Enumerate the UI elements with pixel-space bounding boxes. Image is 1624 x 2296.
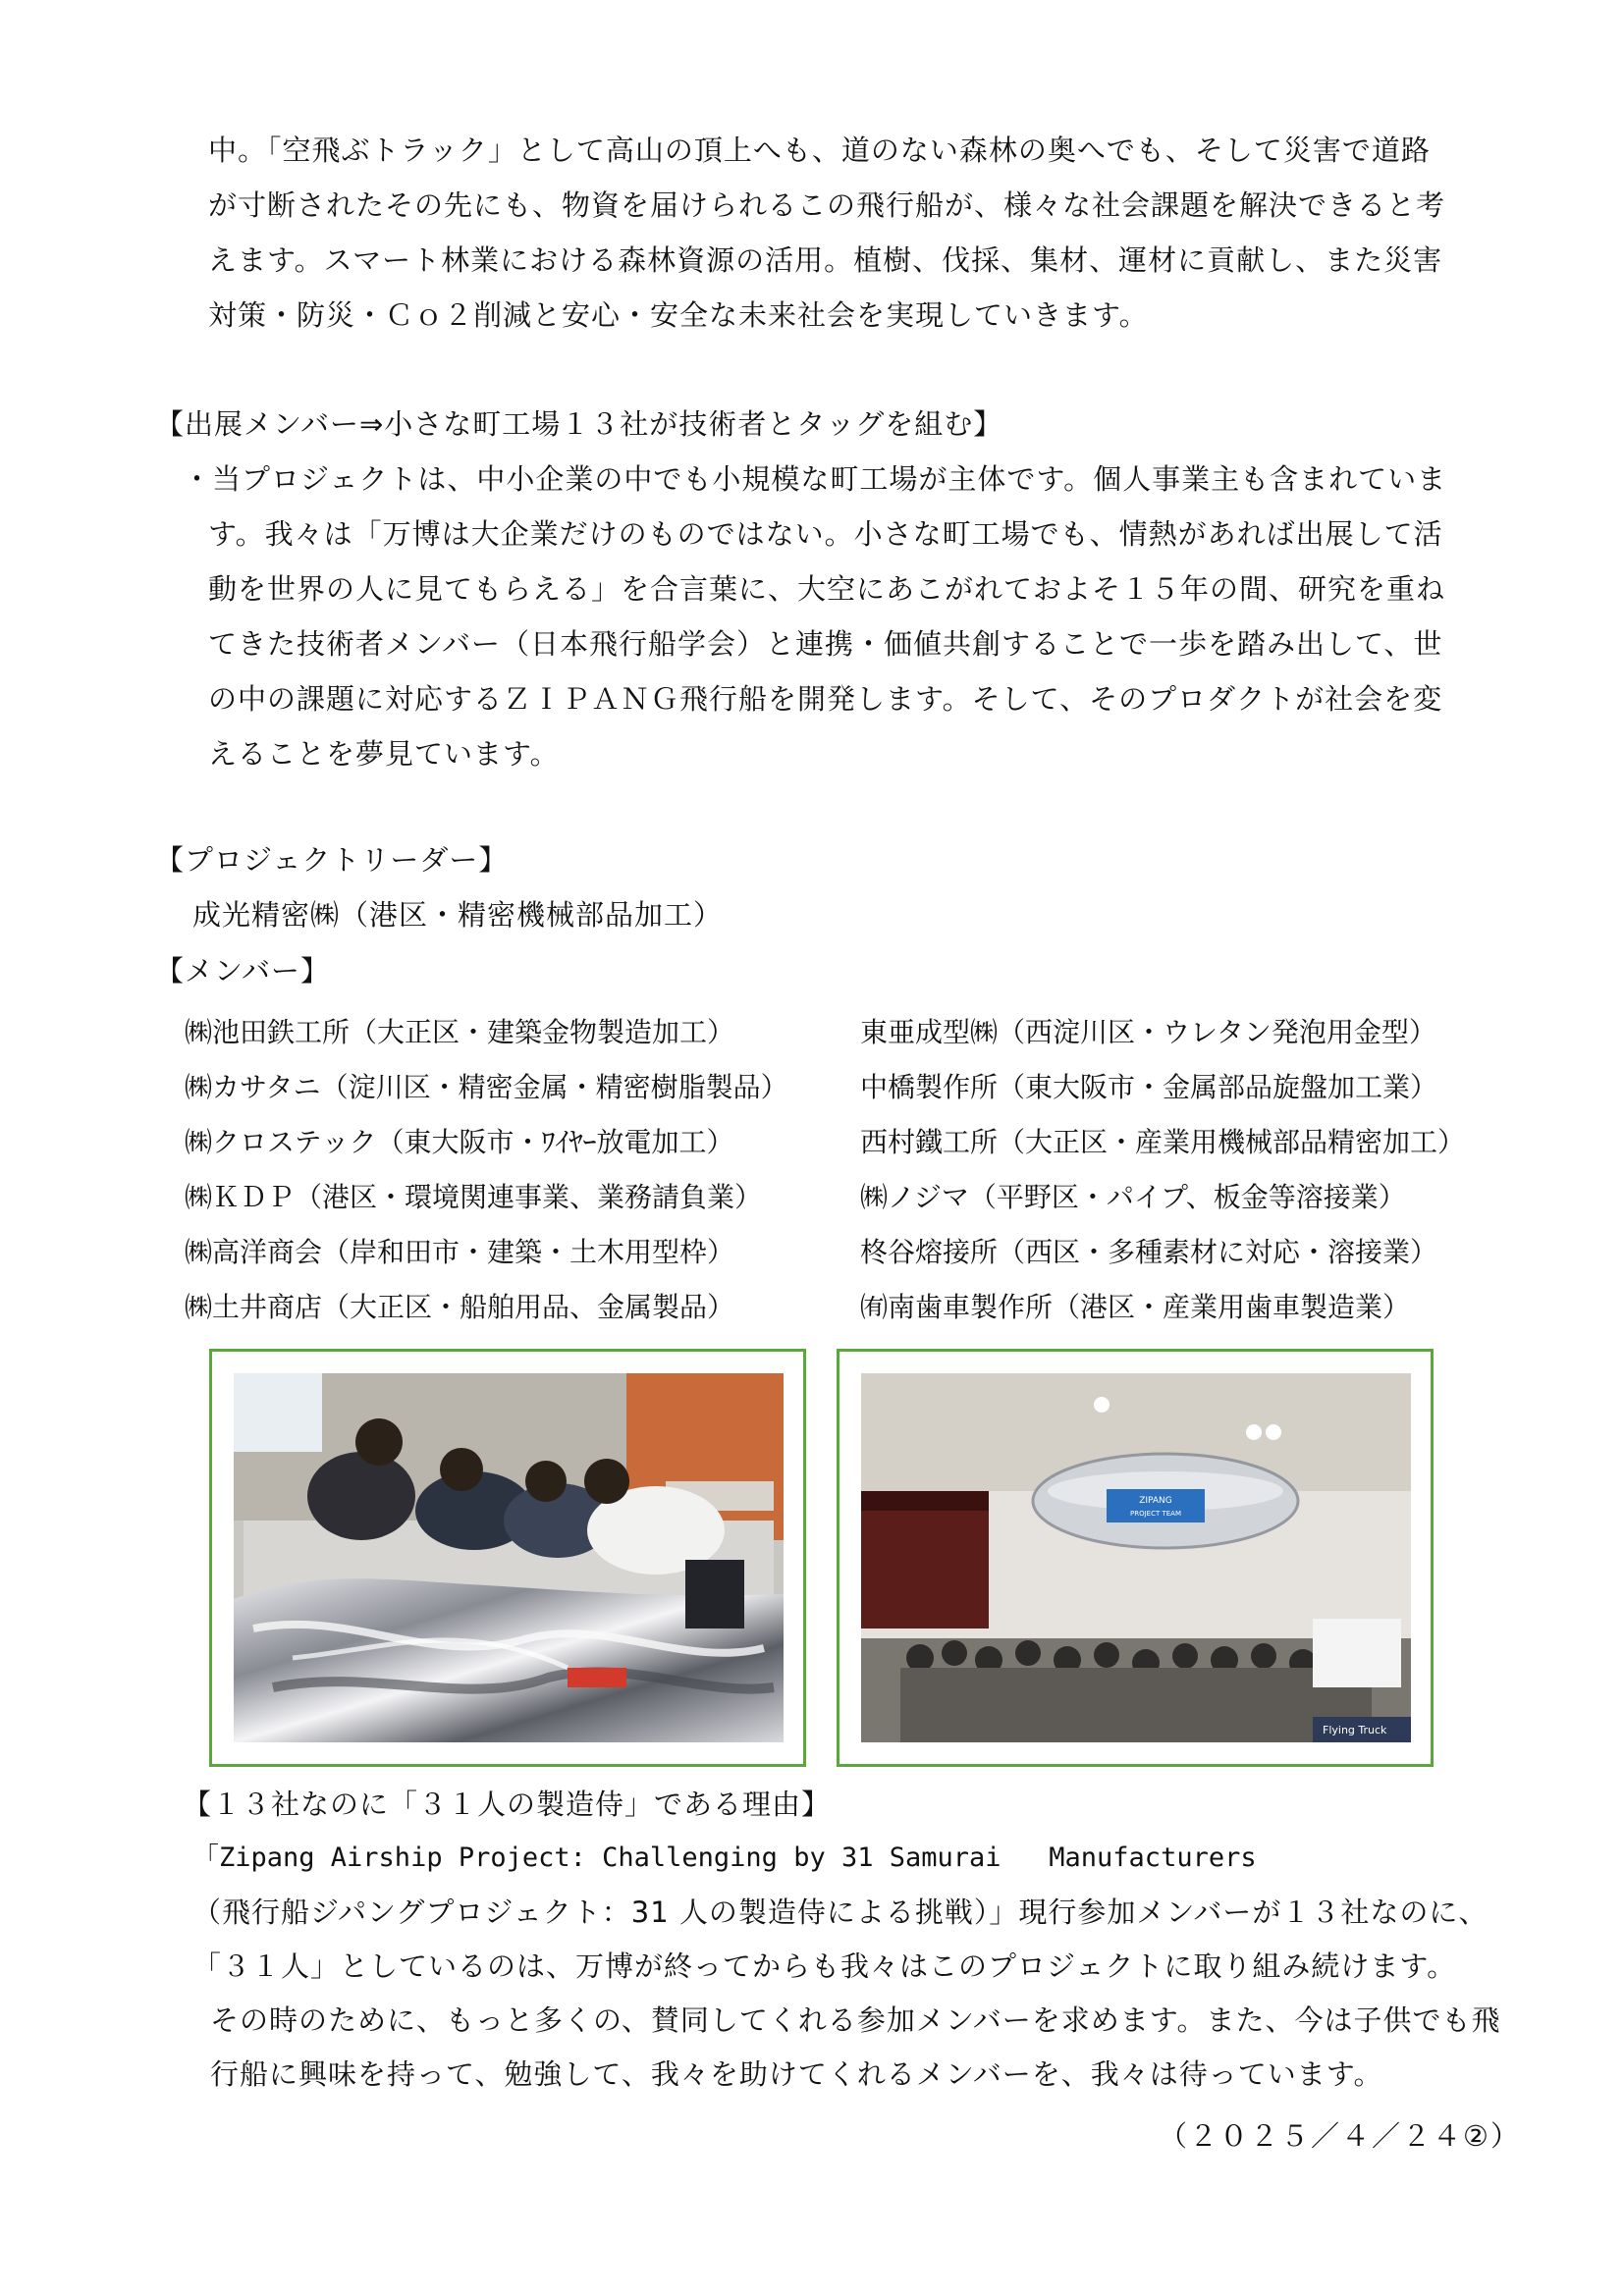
member-item: ㈱クロステック（東大阪市・ﾜｲﾔｰ放電加工）: [185, 1126, 734, 1158]
member-item: ㈲南歯車製作所（港区・産業用歯車製造業）: [860, 1291, 1411, 1323]
photo-frame-right: [837, 1349, 1434, 1767]
reason-paragraph: [192, 1886, 1501, 2102]
member-item: ㈱ノジマ（平野区・パイプ、板金等溶接業）: [860, 1181, 1406, 1213]
photo-hall-illustration: [861, 1373, 1411, 1742]
reason-english-title: 「Zipang Airship Project: Challenging by 31 Samurai Manufacturers: [192, 1842, 1257, 1873]
member-item: ㈱カサタニ（淀川区・精密金属・精密樹脂製品）: [185, 1071, 788, 1103]
document-date: （２０２５／４／２４②）: [1159, 2119, 1521, 2153]
member-list-right: [860, 1005, 1465, 1335]
photo-frame-left: [209, 1349, 806, 1767]
member-item: ㈱土井商店（大正区・船舶用品、金属製品）: [185, 1291, 735, 1323]
photo-workers-assembling-airship: [234, 1373, 784, 1742]
exhibit-line: の中の課題に対応するＺＩＰＡＮＧ飛行船を開発します。そして、そのプロダクトが社会を変: [208, 682, 1443, 716]
reason-line: （飛行船ジパングプロジェクト：31 人の製造侍による挑戦）」現行参加メンバーが１３社なのに、: [192, 1896, 1489, 1929]
member-item: 柊谷熔接所（西区・多種素材に対応・溶接業）: [860, 1236, 1438, 1268]
project-leader-name: 成光精密㈱（港区・精密機械部品加工）: [192, 898, 724, 932]
member-item: 西村鐵工所（大正区・産業用機械部品精密加工）: [860, 1126, 1466, 1158]
exhibit-line: 動を世界の人に見てもらえる」を合言葉に、大空にあこがれておよそ１５年の間、研究を重ね: [208, 572, 1446, 606]
exhibit-line: ・当プロジェクトは、中小企業の中でも小規模な町工場が主体です。個人事業主も含まれていま: [183, 462, 1447, 496]
project-leader-heading: 【プロジェクトリーダー】: [155, 843, 509, 877]
member-item: ㈱高洋商会（岸和田市・建築・土木用型枠）: [185, 1236, 735, 1268]
intro-paragraph: [208, 123, 1445, 343]
photo-workers-illustration: [234, 1373, 784, 1742]
intro-line: 中。「空飛ぶトラック」として高山の頂上へも、道のない森林の奥へでも、そして災害で道路: [208, 133, 1431, 167]
exhibit-line: てきた技術者メンバー（日本飛行船学会）と連携・価値共創することで一歩を踏み出して、世: [208, 627, 1443, 661]
member-item: ㈱池田鉄工所（大正区・建築金物製造加工）: [185, 1016, 735, 1048]
member-list-heading: 【メンバー】: [155, 954, 330, 988]
flying-truck-caption: Flying Truck: [1323, 1724, 1387, 1736]
intro-line: 対策・防災・Ｃｏ２削減と安心・安全な未来社会を実現していきます。: [208, 298, 1149, 332]
member-item: 東亜成型㈱（西淀川区・ウレタン発泡用金型）: [860, 1016, 1436, 1048]
exhibit-line: す。我々は「万博は大企業だけのものではない。小さな町工場でも、情熱があれば出展して活: [208, 517, 1443, 551]
photo-airship-demo-hall: [861, 1373, 1411, 1742]
reason-heading: 【１３社なのに「３１人の製造侍」である理由】: [183, 1788, 832, 1821]
member-item: 中橋製作所（東大阪市・金属部品旋盤加工業）: [860, 1071, 1438, 1103]
airship-banner-text-2: PROJECT TEAM: [1130, 1510, 1181, 1518]
intro-line: が寸断されたその先にも、物資を届けられるこの飛行船が、様々な社会課題を解決できると考: [208, 188, 1446, 222]
exhibit-line: えることを夢見ています。: [208, 737, 560, 771]
intro-line: えます。スマート林業における森林資源の活用。植樹、伐採、集材、運材に貢献し、また災害: [208, 243, 1443, 277]
airship-banner-text-1: ZIPANG: [1139, 1496, 1172, 1506]
member-list-left: [185, 1005, 788, 1335]
exhibit-members-paragraph: [183, 452, 1446, 781]
reason-line: 行船に興味を持って、勉強して、我々を助けてくれるメンバーを、我々は待っています。: [210, 2057, 1383, 2091]
member-item: ㈱ＫＤＰ（港区・環境関連事業、業務請負業）: [185, 1181, 763, 1213]
reason-line: 「３１人」としているのは、万博が終ってからも我々はこのプロジェクトに取り組み続けます。: [192, 1949, 1457, 1983]
exhibit-members-heading: 【出展メンバー⇒小さな町工場１３社が技術者とタッグを組む】: [155, 407, 1003, 441]
reason-line: その時のために、もっと多くの、賛同してくれる参加メンバーを求めます。また、今は子供でも飛: [210, 2003, 1501, 2037]
